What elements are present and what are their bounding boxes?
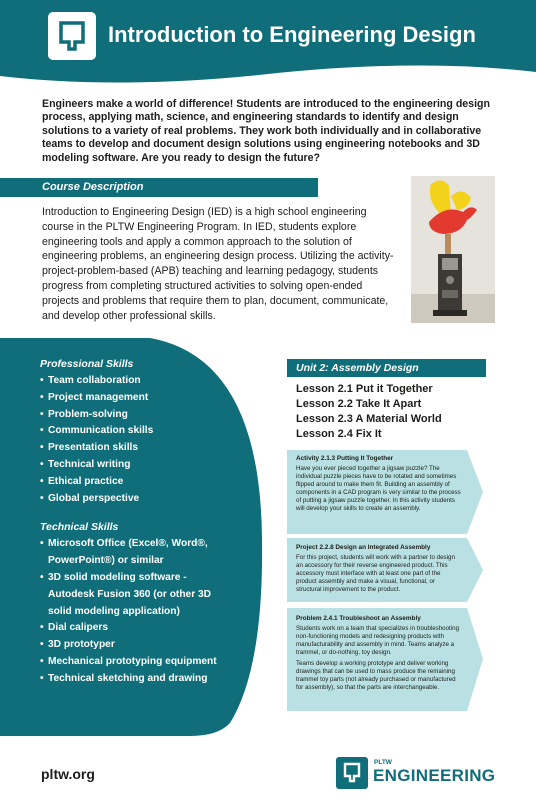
list-item: • Dial calipers bbox=[40, 620, 220, 637]
professional-skills-list bbox=[40, 373, 220, 507]
list-item: • Technical sketching and drawing bbox=[40, 671, 220, 688]
list-item: • 3D prototyper bbox=[40, 637, 220, 654]
activity-card-title: Activity 2.1.3 Putting It Together bbox=[296, 455, 394, 462]
list-item: • Team collaboration bbox=[40, 373, 220, 390]
lesson-item: Lesson 2.2 Take It Apart bbox=[296, 398, 422, 410]
list-item: • 3D solid modeling software - Autodesk Fusion 360 (or other 3D solid modeling application) bbox=[40, 570, 220, 620]
list-item: • Communication skills bbox=[40, 423, 220, 440]
prototype-photo bbox=[411, 176, 495, 323]
list-item: • Microsoft Office (Excel®, Word®, PowerPoint®) or similar bbox=[40, 536, 220, 570]
activity-card-text: Have you ever pieced together a jigsaw puzzle? The individual puzzle pieces have to be rotated and sometimes flipped around to make them fit. Building an assembly of components in a CAD program is very similar to the process of putting a jigsaw puzzle together. In this activity students will develop your skills to create an assembly. bbox=[296, 465, 461, 512]
footer-url[interactable]: pltw.org bbox=[41, 766, 95, 782]
project-card-text: For this project, students will work with a partner to design an accessory for their reverse engineered product. This accessory must interface with at least one part of the product assembly and make a visual, functional, or structural improvement to the product. bbox=[296, 554, 455, 593]
list-item: • Technical writing bbox=[40, 457, 220, 474]
project-card bbox=[287, 538, 483, 602]
course-description-heading: Course Description bbox=[42, 181, 144, 193]
list-item: • Problem-solving bbox=[40, 407, 220, 424]
technical-skills-heading: Technical Skills bbox=[40, 521, 119, 534]
list-item: • Presentation skills bbox=[40, 440, 220, 457]
problem-card-title: Problem 2.4.1 Troubleshoot an Assembly bbox=[296, 615, 421, 622]
list-item: • Project management bbox=[40, 390, 220, 407]
pltw-logo-icon bbox=[336, 757, 368, 789]
lesson-item: Lesson 2.3 A Material World bbox=[296, 413, 442, 425]
pltw-logo-icon bbox=[48, 12, 96, 60]
prototype-illustration bbox=[411, 176, 495, 323]
skills-column bbox=[40, 358, 220, 688]
professional-skills-heading: Professional Skills bbox=[40, 358, 134, 370]
list-item: • Ethical practice bbox=[40, 474, 220, 491]
problem-card-text-2: Teams develop a working prototype and deliver working drawings that can be used to mass produce the remaining trammel toy parts (not already purchased or manufactured for assembly), so that the parts are interchangeable. bbox=[296, 660, 456, 691]
project-card-title: Project 2.2.8 Design an Integrated Assembly bbox=[296, 544, 431, 551]
lesson-item: Lesson 2.4 Fix It bbox=[296, 428, 382, 440]
technical-skills-list bbox=[40, 536, 220, 687]
intro-paragraph: Engineers make a world of difference! Students are introduced to the engineering design process, applying math, science, and engineering standards to identify and design solutions to a variety of real problems. They work both individually and in collaborative teams to develop and document design solutions using engineering notebooks and 3D modeling software. Are you ready to design the future? bbox=[42, 98, 490, 164]
course-description-bar bbox=[0, 178, 318, 197]
brand-small-text: PLTW bbox=[374, 759, 392, 766]
header bbox=[0, 0, 536, 92]
course-description-text: Introduction to Engineering Design (IED) is a high school engineering course in the PLTW Engineering Program. In IED, students explore engineering tools and apply a common approach to the solution of engineering problems, an engineering design process. Utilizing the activity-project-problem-based (APB) teaching and learning pedagogy, students progress from completing structured activities to solving open-ended projects and problems that require them to plan, document, communicate, and develop other professional skills. bbox=[42, 206, 394, 322]
lesson-item: Lesson 2.1 Put it Together bbox=[296, 383, 433, 395]
page-title: Introduction to Engineering Design bbox=[108, 22, 476, 47]
unit-heading: Unit 2: Assembly Design bbox=[296, 362, 419, 374]
brand-big-text: ENGINEERING bbox=[373, 766, 496, 785]
pltw-engineering-logo bbox=[336, 757, 496, 791]
activity-card bbox=[287, 450, 483, 534]
lesson-list bbox=[296, 382, 442, 442]
list-item: • Mechanical prototyping equipment bbox=[40, 654, 220, 671]
problem-card-text: Students work on a team that specializes in troubleshooting non-functioning models and redesigning products with manufacturability and assembly in mind. Teams analyze a trammel, or do-nothing, toy design. bbox=[296, 625, 460, 656]
list-item: • Global perspective bbox=[40, 491, 220, 508]
unit-heading-bar bbox=[287, 359, 486, 377]
problem-card bbox=[287, 608, 483, 711]
